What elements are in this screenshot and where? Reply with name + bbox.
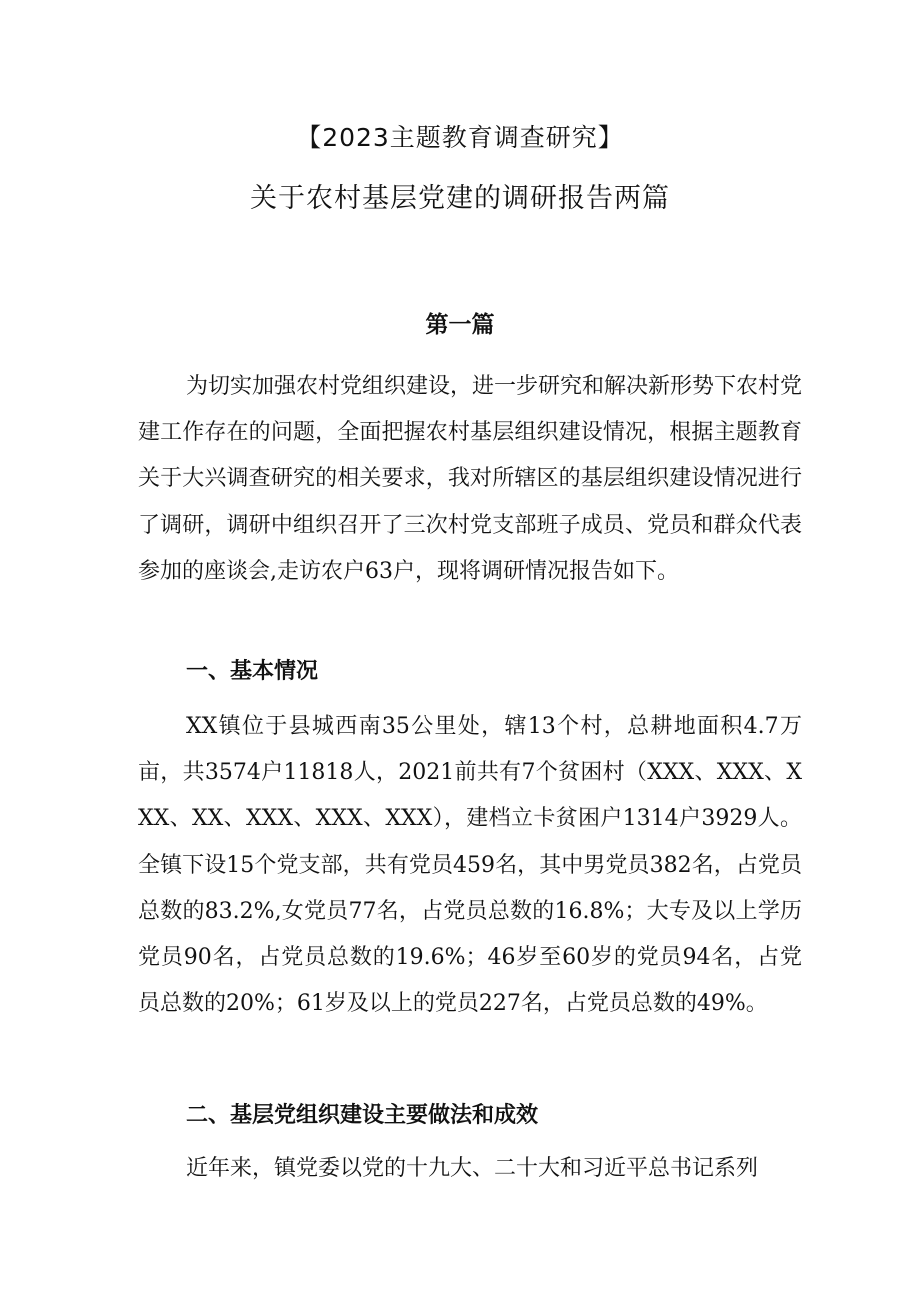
part-title: 第一篇 — [425, 311, 495, 338]
main-practices-paragraph: 近年来，镇党委以党的十九大、二十大和习近平总书记系列 — [186, 1156, 759, 1181]
main-title: 关于农村基层党建的调研报告两篇 — [250, 183, 670, 214]
heading-main-practices: 二、基层党组织建设主要做法和成效 — [186, 1102, 539, 1128]
heading-basic-situation: 一、基本情况 — [186, 658, 319, 684]
header-title: 【2023主题教育调查研究】 — [296, 123, 624, 152]
basic-situation-paragraph: XX镇位于县城西南35公里处，辖13个村，总耕地面积4.7万亩，共3574户11818人，2021前共有7个贫困村（XXX、XXX、XXX、XX、XXX、XXX、XXX），建档立卡贫困户1314户3929人。全镇下设15个党支部，共有党员459名，其中男党员382名，占党员总数的83.2%,女党员77名，占党员总数的16.8%；大专及以上学历党员90名，占党员总数的19.6%；46岁至60岁的党员94名，占党员总数的20%；61岁及以上的党员227名，占党员总数的49%。 — [138, 714, 802, 1017]
intro-paragraph: 为切实加强农村党组织建设，进一步研究和解决新形势下农村党建工作存在的问题，全面把握农村基层组织建设情况，根据主题教育关于大兴调查研究的相关要求，我对所辖区的基层组织建设情况进行了调研，调研中组织召开了三次村党支部班子成员、党员和群众代表参加的座谈会,走访农户63户，现将调研情况报告如下。 — [138, 374, 803, 584]
